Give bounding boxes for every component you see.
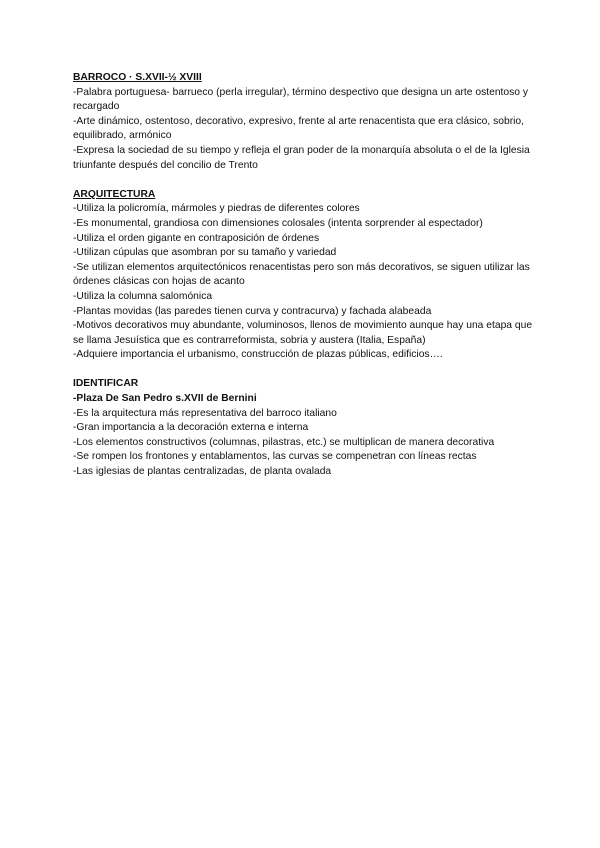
section-heading-arquitectura: ARQUITECTURA [73,188,156,200]
document-page [73,71,543,494]
text-line: -Utiliza la policromía, mármoles y piedras de diferentes colores [73,203,360,215]
text-line: -Motivos decorativos muy abundante, voluminosos, llenos de movimiento aunque hay una etapa que se llama Jesuística que es contrarreformista, sobria y austera (Italia, España) [73,320,533,346]
text-line: -Se rompen los frontones y entablamentos, las curvas se compenetran con líneas rectas [73,451,477,463]
text-line: -Arte dinámico, ostentoso, decorativo, expresivo, frente al arte renacentista que era clásico, sobrio, equilibrado, armónico [73,115,525,142]
text-line: -Utiliza la columna salomónica [73,290,213,302]
section-identificar [73,377,543,479]
text-line: -Las iglesias de plantas centralizadas, de planta ovalada [73,466,332,478]
section-barroco [73,71,543,173]
section-heading-identificar: IDENTIFICAR [73,378,139,390]
text-line: -Palabra portuguesa- barrueco (perla irregular), término despectivo que designa un arte ostentoso y recargado [73,86,529,113]
section-arquitectura [73,188,543,363]
section-heading-barroco: BARROCO · S.XVII-½ XVIII [73,72,202,83]
artwork-title: -Plaza De San Pedro s.XVII de Bernini [73,393,257,405]
text-line: -Utiliza el orden gigante en contraposición de órdenes [73,232,320,244]
text-line: -Los elementos constructivos (columnas, pilastras, etc.) se multiplican de manera decorativa [73,436,495,448]
text-line: -Expresa la sociedad de su tiempo y refleja el gran poder de la monarquía absoluta o el de la Iglesia triunfante después del concilio de Trento [73,144,530,171]
text-line: -Se utilizan elementos arquitectónicos renacentistas pero son más decorativos, se siguen utilizar las órdenes clásicas con hojas de acanto [73,261,530,288]
text-line: -Es monumental, grandiosa con dimensiones colosales (intenta sorprender al espectador) [73,217,483,229]
text-line: -Utilizan cúpulas que asombran por su tamaño y variedad [73,247,337,259]
text-line: -Es la arquitectura más representativa del barroco italiano [73,407,337,419]
text-line: -Adquiere importancia el urbanismo, construcción de plazas públicas, edificios…. [73,349,443,361]
text-line: -Plantas movidas (las paredes tienen curva y contracurva) y fachada alabeada [73,305,432,317]
text-line: -Gran importancia a la decoración externa e interna [73,422,309,434]
